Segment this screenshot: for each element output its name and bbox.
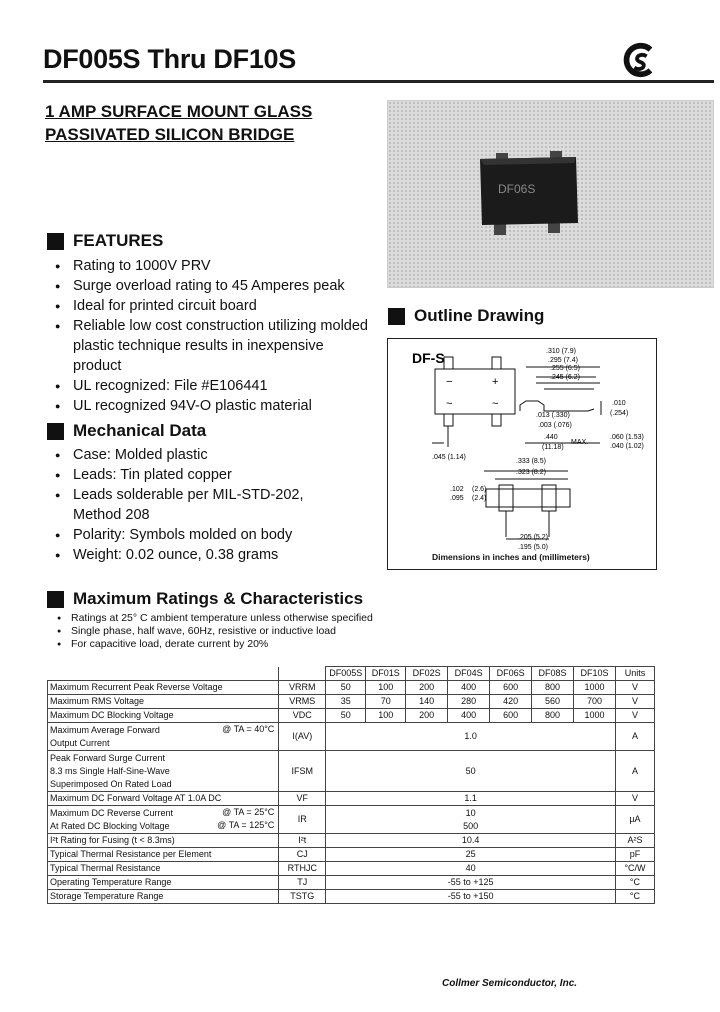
dim-label: .323 (8.2) (516, 469, 546, 476)
column-header: DF01S (366, 667, 406, 681)
unit-cell: pF (615, 848, 654, 862)
features-list (55, 256, 375, 416)
symbol-cell: VRMS (279, 695, 326, 709)
param-cell: Operating Temperature Range (48, 876, 279, 890)
param-line: Maximum Average Forward (50, 724, 160, 735)
list-item: ● Polarity: Symbols molded on body (55, 525, 345, 545)
ratings-table (47, 666, 655, 904)
column-header: DF08S (532, 667, 574, 681)
param-cell: Maximum DC Forward Voltage AT 1.0A DC (48, 792, 279, 806)
ac-mark-1: ~ (446, 398, 453, 410)
ac-mark-2: ~ (492, 398, 499, 410)
column-header: DF04S (448, 667, 490, 681)
mechanical-heading-text: Mechanical Data (73, 421, 207, 440)
param-line: Maximum DC Reverse Current (50, 807, 174, 818)
param-cell (48, 806, 279, 834)
param-cell: Maximum Recurrent Peak Reverse Voltage (48, 681, 279, 695)
value-line: 500 (463, 820, 479, 831)
list-item: ● Reliable low cost construction utilizing molded plastic technique results in inexpensive product (55, 316, 375, 376)
page-title: DF005S Thru DF10S (43, 44, 296, 74)
value-cell: 700 (574, 695, 616, 709)
dim-label: .333 (8.5) (516, 458, 546, 465)
table-row (48, 806, 655, 834)
dim-label: .245 (6.2) (550, 374, 580, 381)
param-cell: Maximum RMS Voltage (48, 695, 279, 709)
column-header: DF005S (326, 667, 366, 681)
unit-cell: V (615, 792, 654, 806)
dim-label: .060 (1.53) (610, 434, 644, 441)
value-cell: 140 (406, 695, 448, 709)
dim-label: (2.4) (472, 495, 487, 502)
features-heading (47, 231, 163, 251)
product-photo (387, 100, 714, 288)
table-row (48, 709, 655, 723)
list-item: ● Leads solderable per MIL-STD-202, Method 208 (55, 485, 345, 525)
ratings-notes (57, 612, 437, 651)
value-cell: 25 (326, 848, 616, 862)
value-cell: 800 (532, 681, 574, 695)
dimensions-caption: Dimensions in inches and (millimeters) (432, 552, 590, 562)
symbol-cell: VRRM (279, 681, 326, 695)
param-cell: Typical Thermal Resistance per Element (48, 848, 279, 862)
symbol-cell: I²t (279, 834, 326, 848)
minus-mark: − (446, 376, 453, 388)
outline-drawing (387, 338, 657, 570)
list-item: ● Case: Molded plastic (55, 445, 345, 465)
mechanical-list (55, 445, 345, 565)
column-header: DF10S (574, 667, 616, 681)
value-cell: -55 to +125 (326, 876, 616, 890)
value-cell: 100 (366, 681, 406, 695)
dim-label: .102 (450, 486, 464, 493)
dim-label: .205 (5.2) (518, 534, 548, 541)
table-row (48, 723, 655, 751)
value-cell: 50 (326, 681, 366, 695)
value-cell: 35 (326, 695, 366, 709)
symbol-cell: IR (279, 806, 326, 834)
value-cell: 10.4 (326, 834, 616, 848)
unit-cell: A²S (615, 834, 654, 848)
table-header-row (48, 667, 655, 681)
value-cell: 400 (448, 709, 490, 723)
list-item: ● Leads: Tin plated copper (55, 465, 345, 485)
param-line: Peak Forward Surge Current (50, 752, 166, 763)
dim-label: .195 (5.0) (518, 544, 548, 551)
symbol-cell: TJ (279, 876, 326, 890)
unit-cell: A (615, 723, 654, 751)
value-cell: 1000 (574, 681, 616, 695)
list-item: ● UL recognized 94V-O plastic material (55, 396, 375, 416)
unit-cell: V (615, 709, 654, 723)
param-cell: Typical Thermal Resistance (48, 862, 279, 876)
product-subtitle (45, 100, 312, 146)
param-line: 8.3 ms Single Half-Sine-Wave (50, 765, 170, 776)
table-row (48, 681, 655, 695)
dim-label: .095 (450, 495, 464, 502)
value-cell: 50 (326, 709, 366, 723)
unit-cell: °C (615, 890, 654, 904)
value-cell: 1000 (574, 709, 616, 723)
table-row (48, 862, 655, 876)
list-item: ● Weight: 0.02 ounce, 0.38 grams (55, 545, 345, 565)
value-cell: 400 (448, 681, 490, 695)
unit-cell: °C (615, 876, 654, 890)
dim-label: .040 (1.02) (610, 443, 644, 450)
value-cell: 200 (406, 681, 448, 695)
bridge-package-image (388, 101, 713, 287)
value-cell: 200 (406, 709, 448, 723)
value-line: 10 (465, 807, 476, 818)
symbol-cell: IFSM (279, 751, 326, 792)
subtitle-line-2: PASSIVATED SILICON BRIDGE (45, 125, 295, 144)
value-cell: 100 (366, 709, 406, 723)
value-cell: 800 (532, 709, 574, 723)
table-row (48, 876, 655, 890)
dim-label: .255 (6.5) (550, 365, 580, 372)
outline-drawing-svg (388, 339, 656, 569)
unit-cell: A (615, 751, 654, 792)
dim-label: .310 (7.9) (546, 348, 576, 355)
dim-label: (.254) (610, 410, 629, 417)
condition-text: @ TA = 40°C (222, 724, 275, 734)
value-cell: 1.1 (326, 792, 616, 806)
company-logo-icon (621, 41, 659, 79)
ratings-heading-text: Maximum Ratings & Characteristics (73, 589, 364, 608)
dim-label: .045 (1.14) (432, 454, 466, 461)
ratings-heading (47, 589, 363, 609)
title-rule (43, 80, 714, 83)
param-cell (48, 723, 279, 751)
list-item: ● For capacitive load, derate current by 20% (57, 638, 437, 651)
param-line: Superimposed On Rated Load (50, 778, 172, 789)
subtitle-line-1: 1 AMP SURFACE MOUNT GLASS (45, 102, 313, 121)
column-header: DF06S (490, 667, 532, 681)
dim-label: (11.18) (542, 444, 564, 451)
value-cell: 560 (532, 695, 574, 709)
features-heading-text: FEATURES (73, 231, 164, 250)
symbol-cell: TSTG (279, 890, 326, 904)
dim-label: (2.6) (472, 486, 487, 493)
table-row (48, 848, 655, 862)
unit-cell: µA (615, 806, 654, 834)
table-row (48, 890, 655, 904)
value-cell: 600 (490, 709, 532, 723)
column-header: DF02S (406, 667, 448, 681)
symbol-cell: VDC (279, 709, 326, 723)
param-line: At Rated DC Blocking Voltage (50, 820, 170, 831)
dim-label: MAX. (571, 439, 589, 446)
symbol-cell: I(AV) (279, 723, 326, 751)
list-item: ● Rating to 1000V PRV (55, 256, 375, 276)
list-item: ● Surge overload rating to 45 Amperes peak (55, 276, 375, 296)
param-cell (48, 751, 279, 792)
outline-heading-text: Outline Drawing (414, 306, 545, 325)
value-cell: 70 (366, 695, 406, 709)
unit-cell: °C/W (615, 862, 654, 876)
dim-label: .010 (612, 400, 626, 407)
value-cell: -55 to +150 (326, 890, 616, 904)
outline-heading (388, 306, 544, 326)
dim-label: .440 (544, 434, 558, 441)
unit-cell: V (615, 695, 654, 709)
value-cell: 280 (448, 695, 490, 709)
table-row (48, 695, 655, 709)
param-line: Output Current (50, 737, 110, 748)
condition-text: @ TA = 25°C (222, 807, 275, 817)
photo-marking: DF06S (498, 182, 536, 196)
symbol-cell: CJ (279, 848, 326, 862)
dim-label: .295 (7.4) (548, 357, 578, 364)
dim-label: .003 (.076) (538, 422, 572, 429)
symbol-cell: RTHJC (279, 862, 326, 876)
param-cell: Storage Temperature Range (48, 890, 279, 904)
param-cell: Maximum DC Blocking Voltage (48, 709, 279, 723)
mechanical-heading (47, 421, 206, 441)
column-header: Units (615, 667, 654, 681)
value-cell: 40 (326, 862, 616, 876)
value-cell: 420 (490, 695, 532, 709)
condition-text: @ TA = 125°C (217, 820, 275, 830)
table-row (48, 834, 655, 848)
footer-company: Collmer Semiconductor, Inc. (442, 978, 578, 989)
symbol-cell: VF (279, 792, 326, 806)
plus-mark: + (492, 376, 499, 388)
table-row (48, 751, 655, 792)
list-item: ● Ratings at 25° C ambient temperature unless otherwise specified (57, 612, 437, 625)
list-item: ● Ideal for printed circuit board (55, 296, 375, 316)
value-cell (326, 806, 616, 834)
list-item: ● UL recognized: File #E106441 (55, 376, 375, 396)
package-label: DF-S (412, 350, 445, 366)
unit-cell: V (615, 681, 654, 695)
table-row (48, 792, 655, 806)
value-cell: 1.0 (326, 723, 616, 751)
value-cell: 50 (326, 751, 616, 792)
value-cell: 600 (490, 681, 532, 695)
dim-label: .013 (.330) (536, 412, 570, 419)
list-item: ● Single phase, half wave, 60Hz, resistive or inductive load (57, 625, 437, 638)
param-cell: I²t Rating for Fusing (t < 8.3ms) (48, 834, 279, 848)
